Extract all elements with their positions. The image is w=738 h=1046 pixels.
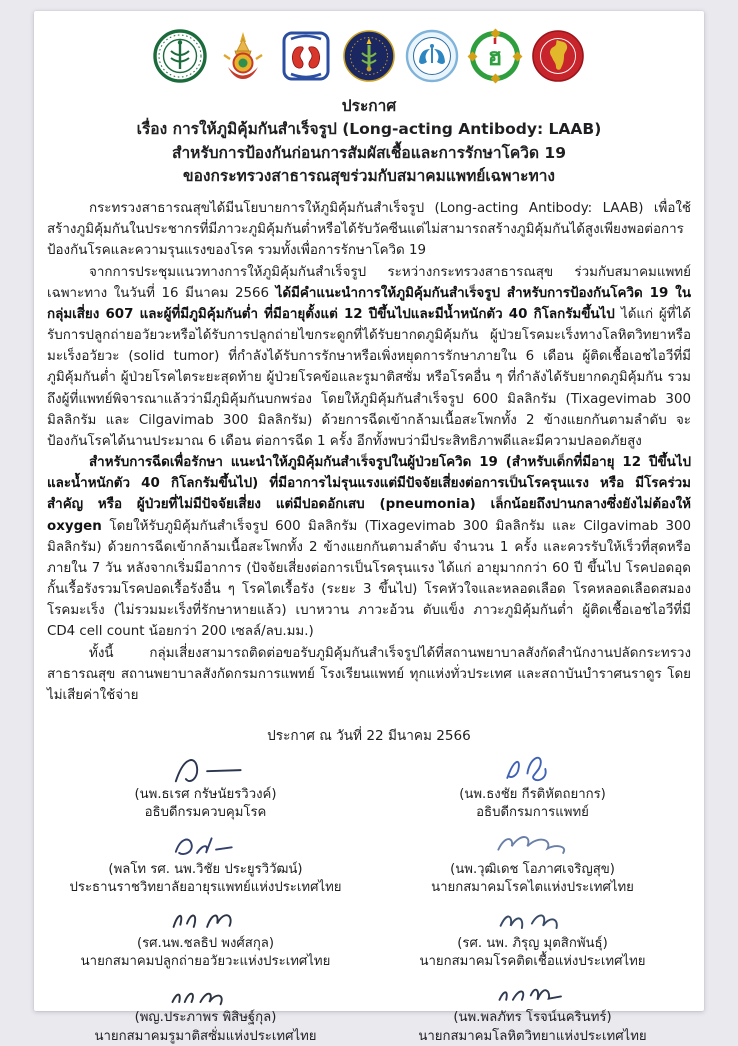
paragraph: สำหรับการฉีดเพื่อรักษา แนะนำให้ภูมิคุ้มกันสำเร็จรูปในผู้ป่วยโควิด 19 (สำหรับเด็กที่มีอายุ 12 ปีขึ้นไปและน้ำหนักตัว 40 กิโลกรัมขึ้นไป) ที่มีอาการไม่รุนแรงแต่มีปัจจัยเสี่ยงต่อการเป็นโรครุนแรง หรือ มีโรคร่วมสำคัญ หรือ ผู้ป่วยที่ไม่มีปัจจัยเสี่ยง แต่มีปอดอักเสบ (pneumonia) เล็กน้อยถึงปานกลางซึ่งยังไม่ต้องให้ oxygen โดยให้รับภูมิคุ้มกันสำเร็จรูป 600 มิลลิกรัม (Tixagevimab 300 มิลลิกรัม และ Cilgavimab 300 มิลลิกรัม) ด้วยการฉีดเข้ากล้ามเนื้อสะโพกทั้ง 2 ข้างแยกกันตามลำดับ จำนวน 1 ครั้ง และควรรับให้เร็วที่สุดหรือภายใน 7 วัน หลังจากเริ่มมีอาการ (ปัจจัยเสี่ยงต่อการเป็นโรครุนแรง ได้แก่ อายุมากกว่า 60 ปี ขึ้นไป โรคปอดอุดกั้นเรื้อรังรวมโรคปอดเรื้อรังอื่น ๆ โรคไตเรื้อรัง (ระยะ 3 ขึ้นไป) โรคหัวใจและหลอดเลือด โรคหลอดเลือดสมอง โรคมะเร็ง (ไม่รวมมะเร็งที่รักษาหายแล้ว) เบาหวาน ภาวะอ้วน ตับแข็ง ภาวะภูมิคุ้มกันต่ำ ผู้ติดเชื้อเอชไอวีที่มี CD4 cell count น้อยกว่า 200 เซลล์/ลบ.มม.) bbox=[47, 455, 691, 640]
svg-text:ฮ: ฮ bbox=[487, 43, 503, 71]
signature-grid bbox=[47, 750, 691, 1046]
title-line-3: สำหรับการป้องกันก่อนการสัมผัสเชื้อและการรักษาโควิด 19 bbox=[172, 143, 566, 162]
announcement-date: ประกาศ ณ วันที่ 22 มีนาคม 2566 bbox=[267, 728, 471, 745]
paragraph: จากการประชุมแนวทางการให้ภูมิคุ้มกันสำเร็จรูป ระหว่างกระทรวงสาธารณสุข ร่วมกับสมาคมแพทย์เฉพาะทาง ในวันที่ 16 มีนาคม 2566 ได้มีคำแนะนำการให้ภูมิคุ้มกันสำเร็จรูป สำหรับการป้องกันโควิด 19 ในกลุ่มเสี่ยง 607 และผู้ที่มีภูมิคุ้มกันต่ำ ที่มีอายุตั้งแต่ 12 ปีขึ้นไปและมีน้ำหนักตัว 40 กิโลกรัมขึ้นไป ได้แก่ ผู้ที่ได้รับการปลูกถ่ายอวัยวะหรือได้รับการปลูกถ่ายไขกระดูกที่ได้รับยากดภูมิคุ้มกัน ผู้ป่วยโรคมะเร็งทางโลหิตวิทยาหรือมะเร็งอวัยวะ (solid tumor) ที่กำลังได้รับการรักษาหรือเพิ่งหยุดการรักษาภายใน 6 เดือน ผู้ติดเชื้อเอชไอวีที่มีภูมิคุ้มกันต่ำ ผู้ป่วยโรคไตระยะสุดท้าย ผู้ป่วยโรคข้อและรูมาติสซั่ม หรือโรคอื่น ๆ ที่กำลังได้รับยากดภูมิคุ้มกัน รวมถึงผู้ที่แพทย์พิจารณาแล้วว่ามีภูมิคุ้มกันบกพร่อง โดยให้ภูมิคุ้มกันสำเร็จรูป 600 มิลลิกรัม (Tixagevimab 300 มิลลิกรัม และ Cilgavimab 300 มิลลิกรัม) ด้วยการฉีดเข้ากล้ามเนื้อสะโพกทั้ง 2 ข้างแยกกันตามลำดับ จะป้องกันโรคได้นานประมาณ 6 เดือน ต่อการฉีด 1 ครั้ง อีกทั้งพบว่ามีประสิทธิภาพดีและมีความปลอดภัยสูง bbox=[47, 264, 692, 449]
signer-name: (รศ.นพ.ชลธิป พงศ์สกุล) bbox=[136, 936, 275, 951]
signature-block bbox=[419, 899, 645, 971]
signer-title: อธิบดีกรมการแพทย์ bbox=[476, 805, 589, 821]
signature-ink-image bbox=[164, 750, 248, 788]
signer-name: (พญ.ประภาพร พิสิษฐ์กุล) bbox=[134, 1010, 277, 1026]
infectious-disease-association-logo-icon bbox=[468, 29, 522, 83]
signature-block bbox=[431, 825, 634, 897]
signer-name: (นพ.ธงชัย กีรติหัตถยากร) bbox=[459, 787, 606, 803]
thai-society-of-hematology-logo-icon bbox=[531, 29, 585, 83]
nephrology-society-logo-icon bbox=[279, 29, 333, 83]
signer-name: (รศ. นพ. ภิรุญ มุตสิกพันธุ์) bbox=[457, 936, 608, 951]
signature-ink-image bbox=[491, 899, 575, 937]
signature-block bbox=[69, 825, 341, 897]
announcement-title bbox=[47, 95, 691, 188]
signer-title: ประธานราชวิทยาลัยอายุรแพทย์แห่งประเทศไทย bbox=[69, 879, 342, 895]
signer-title: นายกสมาคมปลูกถ่ายอวัยวะแห่งประเทศไทย bbox=[80, 954, 331, 970]
signature-ink-image bbox=[491, 825, 575, 863]
signer-title: นายกสมาคมโรคติดเชื้อแห่งประเทศไทย bbox=[419, 954, 646, 970]
title-line-1: ประกาศ bbox=[341, 97, 397, 115]
title-line-4: ของกระทรวงสาธารณสุขร่วมกับสมาคมแพทย์เฉพาะทาง bbox=[183, 166, 555, 185]
royal-college-of-physicians-logo-icon bbox=[342, 29, 396, 83]
signer-name: (นพ.ธเรศ กรัษนัยรวิวงค์) bbox=[134, 787, 277, 803]
signature-block bbox=[81, 899, 331, 971]
royal-medical-emblem-icon bbox=[216, 29, 270, 83]
logo-row bbox=[47, 29, 691, 83]
paragraph: กระทรวงสาธารณสุขได้มีนโยบายการให้ภูมิคุ้มกันสำเร็จรูป (Long-acting Antibody: LAAB) เพื่อใช้สร้างภูมิคุ้มกันในประชากรที่มีภาวะภูมิคุ้มกันต่ำหรือได้รับวัคซีนแต่ไม่สามารถสร้างภูมิคุ้มกันได้สูงเพียงพอต่อการป้องกันโรคและความรุนแรงของโรค รวมทั้งเพื่อการรักษาโควิด 19 bbox=[47, 201, 691, 259]
announcement-page bbox=[34, 11, 704, 1044]
title-line-2: เรื่อง การให้ภูมิคุ้มกันสำเร็จรูป (Long-acting Antibody: LAAB) bbox=[136, 120, 602, 139]
screenshot-stage bbox=[0, 11, 738, 1044]
signer-title: นายกสมาคมรูมาติสซั่มแห่งประเทศไทย bbox=[94, 1028, 317, 1044]
signature-ink-image bbox=[164, 973, 248, 1011]
signature-ink-image bbox=[491, 750, 575, 788]
moph-logo-icon bbox=[153, 29, 207, 83]
signature-ink-image bbox=[164, 899, 248, 937]
document-body bbox=[47, 198, 691, 706]
signature-ink-image bbox=[491, 973, 575, 1011]
thai-transplantation-society-logo-icon bbox=[405, 29, 459, 83]
signature-block bbox=[94, 973, 316, 1045]
signer-title: นายกสมาคมโรคไตแห่งประเทศไทย bbox=[431, 879, 634, 895]
signature-ink-image bbox=[164, 825, 248, 863]
paragraph: ทั้งนี้ กลุ่มเสี่ยงสามารถติดต่อขอรับภูมิคุ้มกันสำเร็จรูปได้ที่สถานพยาบาลสังกัดสำนักงานปลัดกระทรวงสาธารณสุข สถานพยาบาลสังกัดกรมการแพทย์ โรงเรียนแพทย์ ทุกแห่งทั่วประเทศ และสถาบันบำราศนราดูร โดยไม่เสียค่าใช้จ่าย bbox=[47, 645, 691, 703]
signature-block bbox=[418, 973, 646, 1045]
signer-title: อธิบดีกรมควบคุมโรค bbox=[144, 805, 267, 821]
signer-name: (พลโท รศ. นพ.วิชัย ประยูรวิวัฒน์) bbox=[108, 861, 303, 877]
signer-name: (นพ.วุฒิเดช โอภาศเจริญสุข) bbox=[450, 861, 615, 877]
signer-name: (นพ.พลภัทร โรจน์นครินทร์) bbox=[453, 1010, 612, 1026]
signer-title: นายกสมาคมโลหิตวิทยาแห่งประเทศไทย bbox=[418, 1028, 647, 1044]
signature-block bbox=[459, 750, 606, 822]
signature-block bbox=[134, 750, 276, 822]
